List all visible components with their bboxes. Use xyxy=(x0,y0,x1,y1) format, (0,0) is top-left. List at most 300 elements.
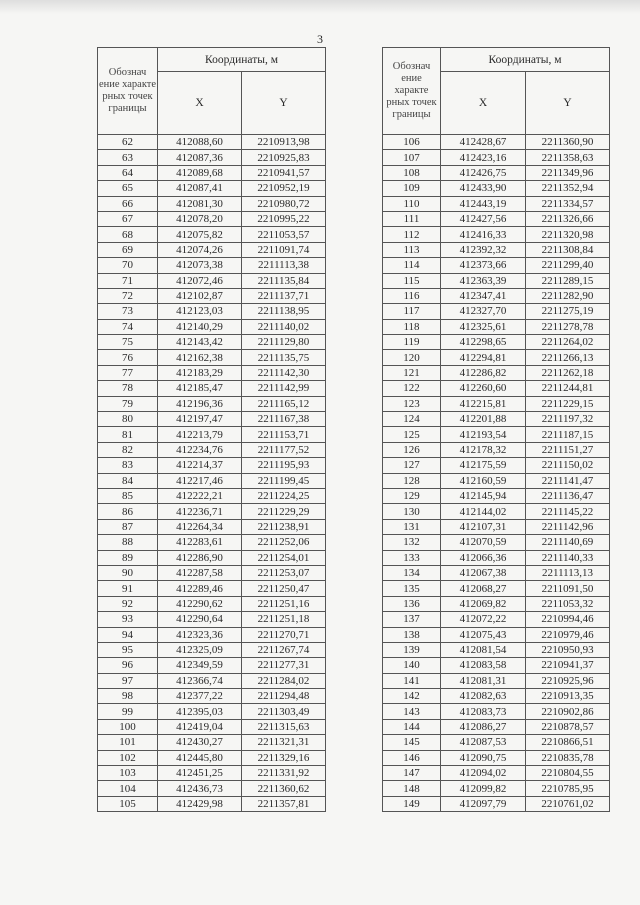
point-number-cell: 110 xyxy=(383,196,441,211)
y-coordinate-cell: 2211254,01 xyxy=(242,550,326,565)
table-row xyxy=(383,427,610,442)
table-row xyxy=(383,165,610,180)
point-number-cell: 143 xyxy=(383,704,441,719)
y-coordinate-cell: 2211349,96 xyxy=(526,165,610,180)
y-coordinate-cell: 2210980,72 xyxy=(242,196,326,211)
x-coordinate-cell: 412217,46 xyxy=(158,473,242,488)
x-coordinate-cell: 412089,68 xyxy=(158,165,242,180)
y-coordinate-cell: 2211229,29 xyxy=(242,504,326,519)
point-number-cell: 88 xyxy=(98,535,158,550)
table-row xyxy=(98,642,326,657)
point-designation-header: Обознач ение характе рных точек границы xyxy=(98,48,158,135)
point-number-cell: 140 xyxy=(383,658,441,673)
y-coordinate-cell: 2211264,02 xyxy=(526,335,610,350)
point-number-cell: 131 xyxy=(383,519,441,534)
x-coordinate-cell: 412193,54 xyxy=(441,427,526,442)
point-number-cell: 139 xyxy=(383,642,441,657)
x-coordinate-cell: 412068,27 xyxy=(441,581,526,596)
table-row xyxy=(98,796,326,811)
x-coordinate-cell: 412069,82 xyxy=(441,596,526,611)
point-number-cell: 132 xyxy=(383,535,441,550)
x-coordinate-cell: 412290,64 xyxy=(158,612,242,627)
x-coordinate-cell: 412090,75 xyxy=(441,750,526,765)
table-row xyxy=(98,288,326,303)
point-number-cell: 86 xyxy=(98,504,158,519)
y-coordinate-cell: 2210995,22 xyxy=(242,211,326,226)
table-row xyxy=(98,181,326,196)
x-coordinate-cell: 412083,58 xyxy=(441,658,526,673)
x-coordinate-cell: 412283,61 xyxy=(158,535,242,550)
table-row xyxy=(383,735,610,750)
table-row xyxy=(98,135,326,150)
table-row xyxy=(383,150,610,165)
y-coordinate-cell: 2210994,46 xyxy=(526,612,610,627)
table-row xyxy=(98,196,326,211)
y-coordinate-cell: 2211195,93 xyxy=(242,458,326,473)
table-row xyxy=(98,766,326,781)
table-row xyxy=(98,504,326,519)
x-header: X xyxy=(158,72,242,135)
point-number-cell: 127 xyxy=(383,458,441,473)
y-coordinate-cell: 2211142,99 xyxy=(242,381,326,396)
point-number-cell: 73 xyxy=(98,304,158,319)
point-number-cell: 90 xyxy=(98,565,158,580)
coordinates-header: Координаты, м xyxy=(158,48,326,72)
x-coordinate-cell: 412075,82 xyxy=(158,227,242,242)
y-coordinate-cell: 2211329,16 xyxy=(242,750,326,765)
y-coordinate-cell: 2210979,46 xyxy=(526,627,610,642)
y-coordinate-cell: 2211140,33 xyxy=(526,550,610,565)
y-coordinate-cell: 2211250,47 xyxy=(242,581,326,596)
point-number-cell: 111 xyxy=(383,211,441,226)
table-row xyxy=(98,381,326,396)
x-coordinate-cell: 412066,36 xyxy=(441,550,526,565)
x-coordinate-cell: 412222,21 xyxy=(158,488,242,503)
y-coordinate-cell: 2211331,92 xyxy=(242,766,326,781)
point-number-cell: 96 xyxy=(98,658,158,673)
point-number-cell: 141 xyxy=(383,673,441,688)
y-coordinate-cell: 2211136,47 xyxy=(526,488,610,503)
x-coordinate-cell: 412072,22 xyxy=(441,612,526,627)
x-coordinate-cell: 412197,47 xyxy=(158,412,242,427)
point-number-cell: 109 xyxy=(383,181,441,196)
x-coordinate-cell: 412428,67 xyxy=(441,135,526,150)
x-coordinate-cell: 412373,66 xyxy=(441,258,526,273)
table-row xyxy=(383,488,610,503)
table-row xyxy=(98,458,326,473)
table-row xyxy=(98,550,326,565)
x-coordinate-cell: 412178,32 xyxy=(441,442,526,457)
x-coordinate-cell: 412088,60 xyxy=(158,135,242,150)
point-number-cell: 115 xyxy=(383,273,441,288)
table-row xyxy=(383,412,610,427)
point-number-cell: 106 xyxy=(383,135,441,150)
y-coordinate-cell: 2211267,74 xyxy=(242,642,326,657)
x-coordinate-cell: 412123,03 xyxy=(158,304,242,319)
y-coordinate-cell: 2211153,71 xyxy=(242,427,326,442)
point-number-cell: 64 xyxy=(98,165,158,180)
table-row xyxy=(98,519,326,534)
y-coordinate-cell: 2211129,80 xyxy=(242,335,326,350)
coordinates-header: Координаты, м xyxy=(441,48,610,72)
x-coordinate-cell: 412081,31 xyxy=(441,673,526,688)
scan-top-shadow xyxy=(0,0,640,14)
table-row xyxy=(98,304,326,319)
point-number-cell: 133 xyxy=(383,550,441,565)
x-coordinate-cell: 412451,25 xyxy=(158,766,242,781)
y-coordinate-cell: 2211113,38 xyxy=(242,258,326,273)
point-number-cell: 114 xyxy=(383,258,441,273)
y-coordinate-cell: 2211113,13 xyxy=(526,565,610,580)
table-row xyxy=(98,165,326,180)
y-coordinate-cell: 2210925,96 xyxy=(526,673,610,688)
point-number-cell: 103 xyxy=(98,766,158,781)
point-number-cell: 84 xyxy=(98,473,158,488)
table-row xyxy=(383,627,610,642)
y-coordinate-cell: 2211135,75 xyxy=(242,350,326,365)
x-coordinate-cell: 412445,80 xyxy=(158,750,242,765)
table-row xyxy=(383,181,610,196)
point-number-cell: 102 xyxy=(98,750,158,765)
point-number-cell: 146 xyxy=(383,750,441,765)
table-row xyxy=(383,673,610,688)
point-number-cell: 95 xyxy=(98,642,158,657)
y-coordinate-cell: 2210913,98 xyxy=(242,135,326,150)
table-row xyxy=(383,365,610,380)
y-coordinate-cell: 2211251,18 xyxy=(242,612,326,627)
x-coordinate-cell: 412392,32 xyxy=(441,242,526,257)
x-coordinate-cell: 412087,36 xyxy=(158,150,242,165)
point-number-cell: 121 xyxy=(383,365,441,380)
x-coordinate-cell: 412075,43 xyxy=(441,627,526,642)
x-coordinate-cell: 412426,75 xyxy=(441,165,526,180)
x-coordinate-cell: 412423,16 xyxy=(441,150,526,165)
y-coordinate-cell: 2211262,18 xyxy=(526,365,610,380)
y-coordinate-cell: 2211199,45 xyxy=(242,473,326,488)
x-coordinate-cell: 412416,33 xyxy=(441,227,526,242)
x-coordinate-cell: 412430,27 xyxy=(158,735,242,750)
x-coordinate-cell: 412144,02 xyxy=(441,504,526,519)
point-number-cell: 130 xyxy=(383,504,441,519)
table-row xyxy=(98,242,326,257)
point-number-cell: 100 xyxy=(98,719,158,734)
x-coordinate-cell: 412099,82 xyxy=(441,781,526,796)
table-row xyxy=(383,596,610,611)
y-coordinate-cell: 2211142,96 xyxy=(526,519,610,534)
table-row xyxy=(383,135,610,150)
point-number-cell: 123 xyxy=(383,396,441,411)
y-coordinate-cell: 2210761,02 xyxy=(526,796,610,811)
point-number-cell: 122 xyxy=(383,381,441,396)
x-coordinate-cell: 412327,70 xyxy=(441,304,526,319)
x-coordinate-cell: 412074,26 xyxy=(158,242,242,257)
y-coordinate-cell: 2210950,93 xyxy=(526,642,610,657)
point-number-cell: 99 xyxy=(98,704,158,719)
x-coordinate-cell: 412140,29 xyxy=(158,319,242,334)
table-row xyxy=(383,719,610,734)
x-coordinate-cell: 412086,27 xyxy=(441,719,526,734)
table-row xyxy=(383,658,610,673)
y-coordinate-cell: 2211320,98 xyxy=(526,227,610,242)
table-row xyxy=(98,473,326,488)
coordinates-rows-right xyxy=(383,135,610,812)
point-number-cell: 129 xyxy=(383,488,441,503)
point-number-cell: 85 xyxy=(98,488,158,503)
table-row xyxy=(383,750,610,765)
table-row xyxy=(383,458,610,473)
table-row xyxy=(383,550,610,565)
point-number-cell: 62 xyxy=(98,135,158,150)
y-coordinate-cell: 2211282,90 xyxy=(526,288,610,303)
y-coordinate-cell: 2211151,27 xyxy=(526,442,610,457)
table-row xyxy=(98,535,326,550)
x-coordinate-cell: 412067,38 xyxy=(441,565,526,580)
point-number-cell: 138 xyxy=(383,627,441,642)
y-coordinate-cell: 2210878,57 xyxy=(526,719,610,734)
table-row xyxy=(383,504,610,519)
y-coordinate-cell: 2211299,40 xyxy=(526,258,610,273)
y-coordinate-cell: 2211229,15 xyxy=(526,396,610,411)
y-coordinate-cell: 2211360,62 xyxy=(242,781,326,796)
table-row xyxy=(383,781,610,796)
point-number-cell: 124 xyxy=(383,412,441,427)
table-row xyxy=(98,258,326,273)
table-row xyxy=(98,658,326,673)
point-number-cell: 66 xyxy=(98,196,158,211)
page-number: 3 xyxy=(317,32,323,46)
table-row xyxy=(98,396,326,411)
point-number-cell: 120 xyxy=(383,350,441,365)
point-number-cell: 105 xyxy=(98,796,158,811)
table-row xyxy=(98,689,326,704)
x-coordinate-cell: 412073,38 xyxy=(158,258,242,273)
table-row xyxy=(383,288,610,303)
y-coordinate-cell: 2210941,37 xyxy=(526,658,610,673)
x-coordinate-cell: 412429,98 xyxy=(158,796,242,811)
table-row xyxy=(98,227,326,242)
table-row xyxy=(383,381,610,396)
x-coordinate-cell: 412363,39 xyxy=(441,273,526,288)
y-coordinate-cell: 2211197,32 xyxy=(526,412,610,427)
y-coordinate-cell: 2211277,31 xyxy=(242,658,326,673)
coordinates-table-left xyxy=(97,47,326,812)
y-coordinate-cell: 2211091,74 xyxy=(242,242,326,257)
y-coordinate-cell: 2211308,84 xyxy=(526,242,610,257)
y-header: Y xyxy=(526,72,610,135)
x-coordinate-cell: 412196,36 xyxy=(158,396,242,411)
x-coordinate-cell: 412082,63 xyxy=(441,689,526,704)
point-number-cell: 63 xyxy=(98,150,158,165)
y-coordinate-cell: 2211224,25 xyxy=(242,488,326,503)
table-row xyxy=(383,396,610,411)
point-number-cell: 82 xyxy=(98,442,158,457)
y-coordinate-cell: 2210952,19 xyxy=(242,181,326,196)
x-coordinate-cell: 412175,59 xyxy=(441,458,526,473)
x-coordinate-cell: 412260,60 xyxy=(441,381,526,396)
table-row xyxy=(98,627,326,642)
table-row xyxy=(98,596,326,611)
y-coordinate-cell: 2211294,48 xyxy=(242,689,326,704)
point-number-cell: 76 xyxy=(98,350,158,365)
point-number-cell: 134 xyxy=(383,565,441,580)
y-coordinate-cell: 2211253,07 xyxy=(242,565,326,580)
y-coordinate-cell: 2211150,02 xyxy=(526,458,610,473)
table-row xyxy=(383,273,610,288)
y-coordinate-cell: 2211140,02 xyxy=(242,319,326,334)
point-number-cell: 89 xyxy=(98,550,158,565)
x-coordinate-cell: 412213,79 xyxy=(158,427,242,442)
x-coordinate-cell: 412436,73 xyxy=(158,781,242,796)
x-coordinate-cell: 412234,76 xyxy=(158,442,242,457)
point-number-cell: 108 xyxy=(383,165,441,180)
y-coordinate-cell: 2211357,81 xyxy=(242,796,326,811)
point-number-cell: 94 xyxy=(98,627,158,642)
x-coordinate-cell: 412289,46 xyxy=(158,581,242,596)
x-coordinate-cell: 412377,22 xyxy=(158,689,242,704)
table-row xyxy=(98,350,326,365)
x-coordinate-cell: 412325,09 xyxy=(158,642,242,657)
table-row xyxy=(383,304,610,319)
y-coordinate-cell: 2211165,12 xyxy=(242,396,326,411)
table-row xyxy=(98,211,326,226)
x-coordinate-cell: 412433,90 xyxy=(441,181,526,196)
point-number-cell: 65 xyxy=(98,181,158,196)
y-coordinate-cell: 2211326,66 xyxy=(526,211,610,226)
point-number-cell: 67 xyxy=(98,211,158,226)
point-number-cell: 126 xyxy=(383,442,441,457)
point-designation-header: Обознач ение характе рных точек границы xyxy=(383,48,441,135)
y-coordinate-cell: 2211251,16 xyxy=(242,596,326,611)
x-coordinate-cell: 412097,79 xyxy=(441,796,526,811)
point-number-cell: 113 xyxy=(383,242,441,257)
y-coordinate-cell: 2211352,94 xyxy=(526,181,610,196)
x-coordinate-cell: 412286,82 xyxy=(441,365,526,380)
y-coordinate-cell: 2211244,81 xyxy=(526,381,610,396)
point-number-cell: 142 xyxy=(383,689,441,704)
y-coordinate-cell: 2211142,30 xyxy=(242,365,326,380)
y-coordinate-cell: 2211358,63 xyxy=(526,150,610,165)
x-coordinate-cell: 412287,58 xyxy=(158,565,242,580)
point-number-cell: 79 xyxy=(98,396,158,411)
x-coordinate-cell: 412264,34 xyxy=(158,519,242,534)
table-row xyxy=(383,319,610,334)
x-coordinate-cell: 412214,37 xyxy=(158,458,242,473)
y-coordinate-cell: 2210941,57 xyxy=(242,165,326,180)
table-row xyxy=(383,612,610,627)
y-coordinate-cell: 2211141,47 xyxy=(526,473,610,488)
y-coordinate-cell: 2211270,71 xyxy=(242,627,326,642)
table-row xyxy=(98,719,326,734)
point-number-cell: 145 xyxy=(383,735,441,750)
point-number-cell: 117 xyxy=(383,304,441,319)
point-number-cell: 144 xyxy=(383,719,441,734)
table-row xyxy=(383,258,610,273)
table-row xyxy=(383,350,610,365)
table-row xyxy=(383,242,610,257)
point-number-cell: 93 xyxy=(98,612,158,627)
x-header: X xyxy=(441,72,526,135)
point-number-cell: 75 xyxy=(98,335,158,350)
y-coordinate-cell: 2211138,95 xyxy=(242,304,326,319)
x-coordinate-cell: 412366,74 xyxy=(158,673,242,688)
y-coordinate-cell: 2210835,78 xyxy=(526,750,610,765)
y-coordinate-cell: 2211091,50 xyxy=(526,581,610,596)
point-number-cell: 101 xyxy=(98,735,158,750)
point-number-cell: 97 xyxy=(98,673,158,688)
point-number-cell: 136 xyxy=(383,596,441,611)
x-coordinate-cell: 412215,81 xyxy=(441,396,526,411)
table-row xyxy=(383,565,610,580)
x-coordinate-cell: 412094,02 xyxy=(441,766,526,781)
x-coordinate-cell: 412290,62 xyxy=(158,596,242,611)
y-coordinate-cell: 2210866,51 xyxy=(526,735,610,750)
y-coordinate-cell: 2211315,63 xyxy=(242,719,326,734)
y-coordinate-cell: 2211266,13 xyxy=(526,350,610,365)
table-row xyxy=(383,519,610,534)
x-coordinate-cell: 412162,38 xyxy=(158,350,242,365)
point-number-cell: 69 xyxy=(98,242,158,257)
table-row xyxy=(98,442,326,457)
point-number-cell: 104 xyxy=(98,781,158,796)
x-coordinate-cell: 412419,04 xyxy=(158,719,242,734)
point-number-cell: 81 xyxy=(98,427,158,442)
point-number-cell: 68 xyxy=(98,227,158,242)
table-row xyxy=(98,565,326,580)
table-row xyxy=(383,642,610,657)
x-coordinate-cell: 412286,90 xyxy=(158,550,242,565)
x-coordinate-cell: 412395,03 xyxy=(158,704,242,719)
y-coordinate-cell: 2210902,86 xyxy=(526,704,610,719)
y-coordinate-cell: 2211278,78 xyxy=(526,319,610,334)
x-coordinate-cell: 412070,59 xyxy=(441,535,526,550)
y-coordinate-cell: 2211167,38 xyxy=(242,412,326,427)
coordinates-rows-left xyxy=(98,135,326,812)
point-number-cell: 78 xyxy=(98,381,158,396)
table-row xyxy=(383,211,610,226)
x-coordinate-cell: 412298,65 xyxy=(441,335,526,350)
y-coordinate-cell: 2211360,90 xyxy=(526,135,610,150)
table-row xyxy=(98,612,326,627)
table-row xyxy=(98,365,326,380)
y-coordinate-cell: 2211053,57 xyxy=(242,227,326,242)
x-coordinate-cell: 412087,53 xyxy=(441,735,526,750)
table-row xyxy=(383,335,610,350)
table-row xyxy=(383,473,610,488)
coordinates-table-right xyxy=(382,47,610,812)
point-number-cell: 128 xyxy=(383,473,441,488)
x-coordinate-cell: 412347,41 xyxy=(441,288,526,303)
point-number-cell: 98 xyxy=(98,689,158,704)
x-coordinate-cell: 412145,94 xyxy=(441,488,526,503)
table-row xyxy=(383,581,610,596)
table-row xyxy=(383,796,610,811)
table-row xyxy=(383,196,610,211)
x-coordinate-cell: 412185,47 xyxy=(158,381,242,396)
table-row xyxy=(98,150,326,165)
point-number-cell: 74 xyxy=(98,319,158,334)
table-row xyxy=(383,227,610,242)
x-coordinate-cell: 412323,36 xyxy=(158,627,242,642)
table-row xyxy=(383,535,610,550)
table-row xyxy=(383,704,610,719)
x-coordinate-cell: 412072,46 xyxy=(158,273,242,288)
y-coordinate-cell: 2210913,35 xyxy=(526,689,610,704)
table-row xyxy=(383,766,610,781)
point-number-cell: 137 xyxy=(383,612,441,627)
table-row xyxy=(98,704,326,719)
y-coordinate-cell: 2211303,49 xyxy=(242,704,326,719)
point-number-cell: 135 xyxy=(383,581,441,596)
